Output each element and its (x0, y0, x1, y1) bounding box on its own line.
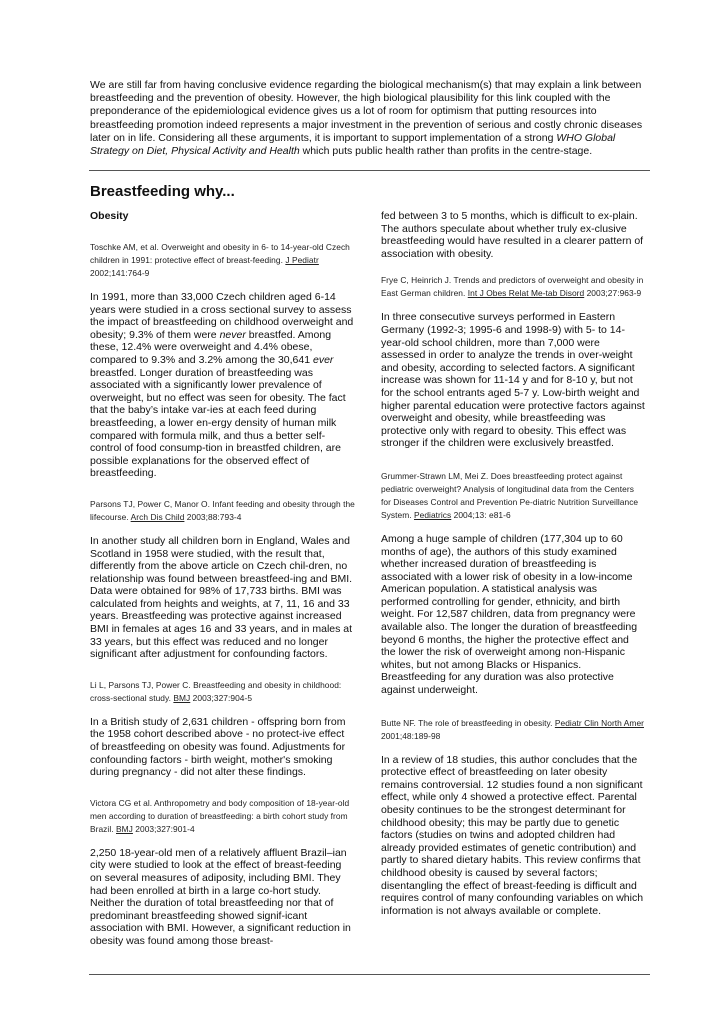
reference-toschke (90, 241, 355, 280)
summary-parsons: In another study all children born in England, Wales and Scotland in 1958 were studied, with the result that, differently from the above article on Czech chil-dren, no relationship was found between breastfeed-ing and BMI. Data were obtained for 98% of 17,733 births. BMI was calculated from heights and weights, at 7, 11, 16 and 33 years. Breastfeeding was protective against increased BMI in females at ages 16 and 33 years, and in males at 33 years, but this effect was reduced and no longer significant after adjustment for confounding factors. (90, 534, 353, 661)
section-title: Breastfeeding why... (90, 183, 235, 200)
intro-text: We are still far from having conclusive evidence regarding the biological mechanism(s) that may explain a link between breastfeeding and the prevention of obesity. However, the high biological plausibility for this link coupled with the preponderance of the epidemiological evidence gives us a lot of room for optimism that putting resources into breastfeeding promotion indeed represents a major investment in the prevention of serious and costly chronic diseases later on in life. Considering all these arguments, it is important to support implementation of a strong (90, 79, 643, 144)
journal-link[interactable]: J Pediatr (285, 255, 319, 265)
summary-text: In 1991, more than 33,000 Czech children aged 6-14 years were studied in a cross sectional survey to assess the impact of breastfeeding on childhood overweight and obesity; 9.3% of them were (90, 291, 354, 341)
reference-text: Parsons TJ, Power C, Manor O. Infant feeding and obesity through the lifecourse. (90, 498, 355, 522)
summary-butte: In a review of 18 studies, this author concludes that the protective effect of breastfeeding on later obesity remains controversial. 12 studies found a non significant effect, while only 4 showed a protective effect. Parental obesity continues to be the strongest determinant for childhood obesity; this may be partly due to genetic factors (studies on twins and adopted children had already provided estimates of genetic contribution) and partly to shared dietary habits. This review confirms that childhood obesity is caused by several factors; disentangling the effect of breast-feeding is difficult and requires control of many confounding variables on which information is not always available or complete. (381, 753, 644, 917)
reference-tail: 2004;13: e81-6 (451, 509, 511, 520)
topic-heading: Obesity (90, 210, 129, 222)
summary-grummer-strawn: Among a huge sample of children (177,304 up to 60 months of age), the authors of this study examined whether increased duration of breastfeeding is associated with a lower risk of obesity in a low-income American population. A statistical analysis was performed controlling for gender, ethnicity, and birth weight. For 12,587 children, data from pregnancy were available also. The longer the duration of breastfeeding beyond 6 months, the higher the protective effect and the lower the risk of overweight among non-Hispanic whites, but not among Blacks or Hispanics. Breastfeeding for any duration was also protective against underweight. (381, 532, 638, 697)
reference-tail: 2003;327:904-5 (190, 692, 253, 703)
journal-link[interactable]: Pediatr Clin North Amer (554, 717, 644, 728)
reference-victora (90, 797, 355, 836)
reference-text: Toschke AM, et al. Overweight and obesity in 6- to 14-year-old Czech children in 1991: protective effect of breast-feeding. (90, 242, 350, 265)
reference-tail: 2003;327:901-4 (132, 823, 195, 834)
summary-frye: In three consecutive surveys performed in Eastern Germany (1992-3; 1995-6 and 1998-9) with 5- to 14-year-old school children, more than 7,000 were assessed in order to analyze the trends in over-weight and obesity, according to selected factors. A significant increase was shown for 11-14 y and for 8-10 y, but not for the school entrants aged 5-7 y. Low-birth weight and higher parental education were protective factors against overweight and obesity, while breastfeeding was protective only with regard to obesity. This effect was stronger if the children were exclusively breastfed. (381, 311, 645, 450)
right-column (381, 210, 646, 917)
intro-paragraph (90, 79, 650, 158)
reference-grummer-strawn (381, 470, 646, 522)
left-column (90, 210, 355, 948)
intro-emphasis: WHO Global Strategy on Diet, Physical Activity and Health (90, 131, 616, 158)
reference-tail: 2001;48:189-98 (381, 730, 441, 741)
summary-emphasis: never (219, 328, 246, 341)
reference-text: Grummer-Strawn LM, Mei Z. Does breastfeeding protect against pediatric overweight? Analysis of longitudinal data from the Centers for Diseases Control and Prevention Pe-diatric Nutrition Surveillance System. (381, 470, 639, 520)
reference-text: Butte NF. The role of breastfeeding in obesity. (381, 717, 555, 728)
reference-tail: 2002;141:764-9 (90, 268, 150, 278)
summary-toschke (90, 291, 355, 480)
reference-parsons (90, 498, 355, 524)
summary-victora-continued: fed between 3 to 5 months, which is difficult to ex-plain. The authors speculate about whether truly ex-clusive breastfeeding would have resulted in a clearer pattern of association with obesity. (381, 210, 644, 260)
reference-text: Frye C, Heinrich J. Trends and predictors of overweight and obesity in East German children. (381, 275, 644, 299)
journal-link[interactable]: Pediatrics (413, 509, 452, 520)
reference-text: Li L, Parsons TJ, Power C. Breastfeeding and obesity in childhood: cross-sectional study. (90, 679, 342, 703)
reference-butte (381, 717, 646, 743)
reference-tail: 2003;27:963-9 (584, 288, 642, 299)
summary-victora: 2,250 18-year-old men of a relatively affluent Brazil–ian city were studied to look at the effect of breast-feeding on several measures of adiposity, including BMI. They had been enrolled at birth in a large co-hort study. Neither the duration of total breastfeeding nor that of predominant breastfeeding showed signif-icant association with BMI. However, a significant reduction in obesity was found among those breast- (90, 846, 351, 947)
summary-text: breastfed. Among these, 12.4% were overweight and 4.4% obese, compared to 9.3% and 3.2% among the 30,641 (90, 328, 332, 366)
summary-text: breastfed. Longer duration of breastfeeding was associated with a significantly lower prevalence of overweight, but no effect was seen for obesity. The fact that the baby’s intake var-ies at each feed during breastfeeding, a lower en-ergy density of human milk compared with formula milk, and thus a better self-control of food consump-tion in breastfed children, are possible explanations for the observed effect of breastfeeding. (90, 366, 346, 480)
intro-text-end: which puts public health rather than profits in the centre-stage. (299, 145, 593, 158)
reference-text: Victora CG et al. Anthropometry and body composition of 18-year-old men according to duration of breastfeeding: a birth cohort study from Brazil. (90, 797, 350, 834)
journal-link[interactable]: BMJ (116, 823, 133, 834)
summary-emphasis: ever (313, 353, 334, 366)
journal-link[interactable]: BMJ (173, 692, 191, 703)
summary-li: In a British study of 2,631 children - offspring born from the 1958 cohort described above - no protect-ive effect of breastfeeding on obesity was found. Adjustments for confounding factors - birth weight, mother's smoking during pregnancy - did not alter these findings. (90, 715, 346, 779)
reference-tail: 2003;88:793-4 (184, 511, 242, 522)
journal-link[interactable]: Int J Obes Relat Me-tab Disord (467, 288, 585, 299)
journal-link[interactable]: Arch Dis Child (130, 511, 185, 522)
reference-li (90, 679, 355, 705)
reference-frye (381, 274, 646, 300)
top-divider (89, 170, 650, 171)
bottom-divider (89, 974, 650, 975)
